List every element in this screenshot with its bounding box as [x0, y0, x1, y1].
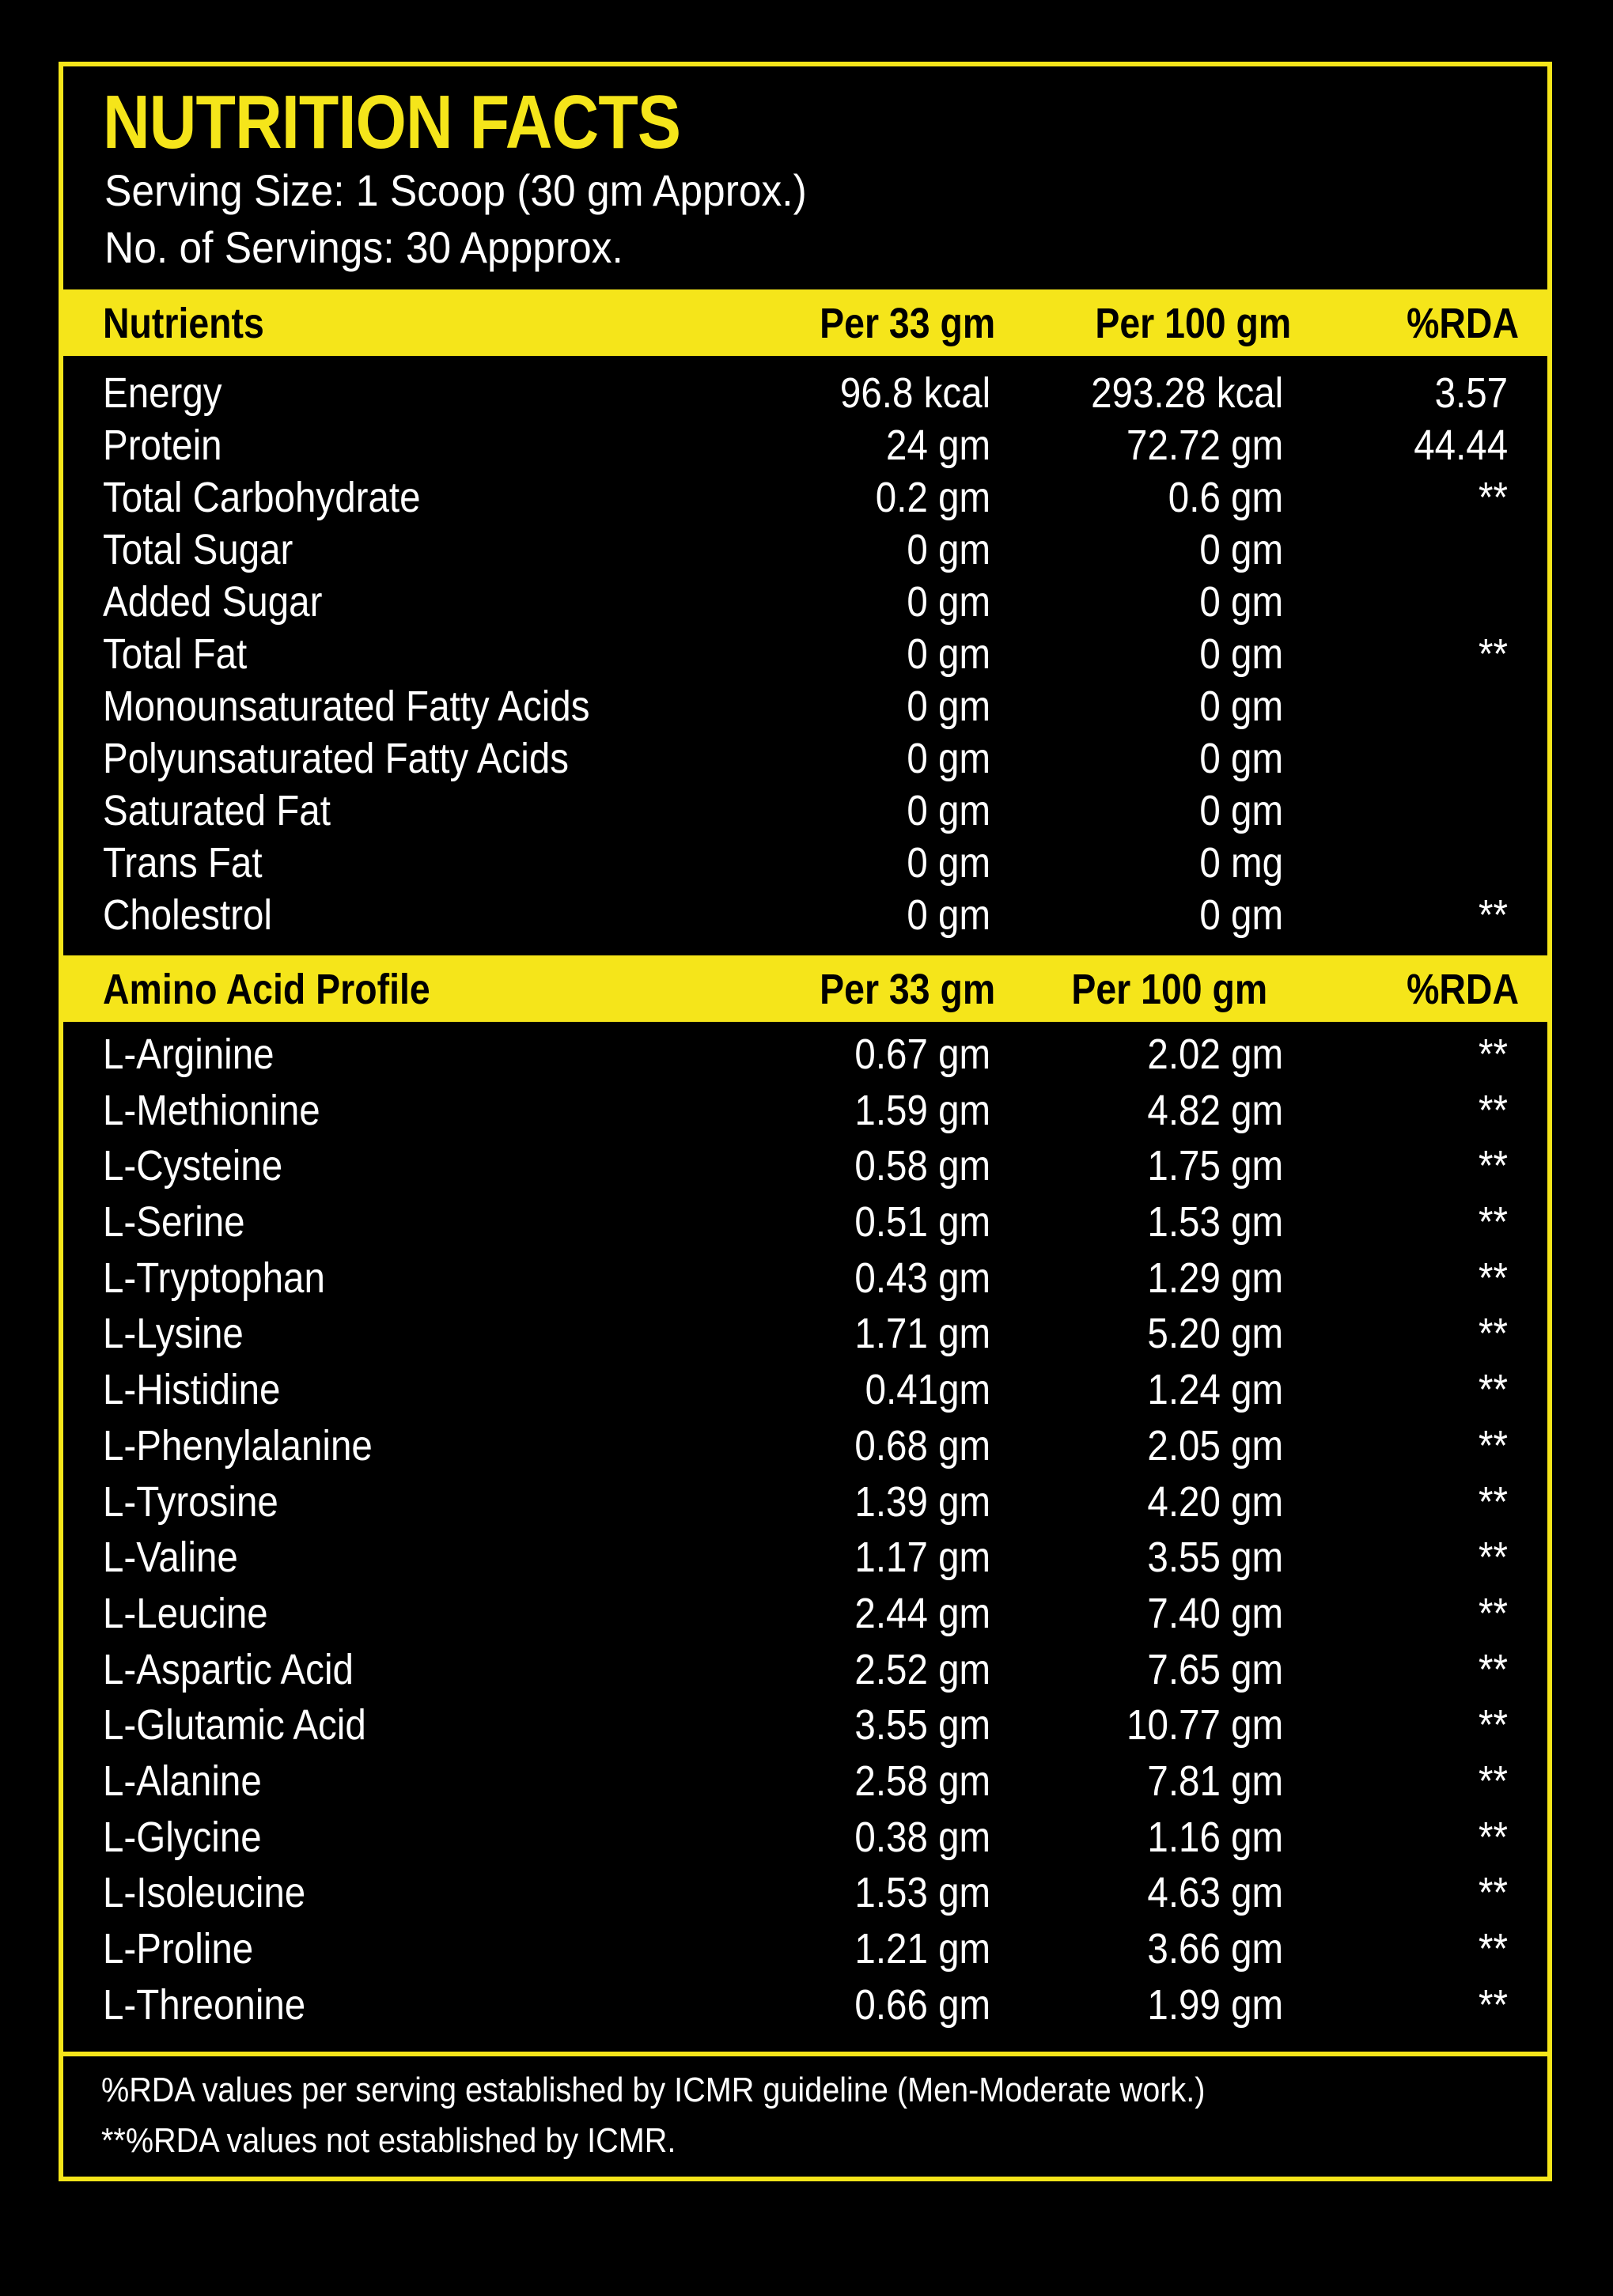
nutrient-name: L-Arginine: [103, 1031, 275, 1078]
value-per-100: 1.75 gm: [1147, 1142, 1283, 1190]
value-per-33: 2.44 gm: [854, 1589, 990, 1637]
table-row: [63, 365, 1547, 418]
value-rda: **: [1479, 474, 1508, 521]
serving-size: Serving Size: 1 Scoop (30 gm Approx.): [104, 165, 807, 215]
nutrient-name: Cholestrol: [103, 891, 272, 939]
value-per-100: 1.53 gm: [1147, 1198, 1283, 1246]
nutrient-name: L-Isoleucine: [103, 1869, 306, 1917]
nutrients-table: [63, 365, 1547, 940]
value-per-33: 0 gm: [907, 891, 990, 939]
nutrient-name: Trans Fat: [103, 839, 263, 887]
nutrient-name: L-Lysine: [103, 1310, 244, 1358]
value-rda: **: [1479, 1477, 1508, 1526]
table-row: [63, 731, 1547, 783]
value-rda: **: [1479, 1925, 1508, 1973]
table-row: [63, 1194, 1547, 1250]
per-100-column-header: Per 100 gm: [1095, 300, 1291, 347]
value-per-100: 7.40 gm: [1147, 1589, 1283, 1637]
table-row: [63, 679, 1547, 731]
table-row: [63, 835, 1547, 887]
table-row: [63, 783, 1547, 835]
table-row: [63, 418, 1547, 470]
nutrient-name: Added Sugar: [103, 578, 323, 626]
footnote-not-established: **%RDA values not established by ICMR.: [101, 2121, 676, 2160]
nutrient-name: Total Sugar: [103, 526, 293, 573]
rda-column-header: %RDA: [1407, 966, 1519, 1013]
value-rda: **: [1479, 630, 1508, 678]
value-rda: **: [1479, 1701, 1508, 1749]
nutrient-name: L-Tyrosine: [103, 1477, 278, 1526]
nutrient-name: Total Carbohydrate: [103, 474, 421, 521]
value-per-33: 0.38 gm: [854, 1813, 990, 1861]
table-row: [63, 1362, 1547, 1418]
value-per-100: 0 mg: [1199, 839, 1283, 887]
value-rda: **: [1479, 891, 1508, 939]
value-per-100: 4.63 gm: [1147, 1869, 1283, 1917]
value-per-100: 0 gm: [1199, 526, 1283, 573]
value-per-100: 0 gm: [1199, 578, 1283, 626]
value-per-33: 0.2 gm: [875, 474, 990, 521]
value-per-33: 0 gm: [907, 630, 990, 678]
table-row: [63, 1642, 1547, 1698]
nutrition-facts-panel: [59, 62, 1552, 2181]
value-per-33: 0.41gm: [865, 1366, 990, 1414]
per-33-column-header: Per 33 gm: [819, 300, 995, 347]
value-rda: **: [1479, 1757, 1508, 1805]
nutrient-name: Monounsaturated Fatty Acids: [103, 683, 590, 730]
value-rda: **: [1479, 1813, 1508, 1861]
nutrient-name: Total Fat: [103, 630, 248, 678]
value-per-33: 2.58 gm: [854, 1757, 990, 1805]
value-per-33: 3.55 gm: [854, 1701, 990, 1749]
table-row: [63, 1977, 1547, 2033]
nutrient-name: L-Cysteine: [103, 1142, 283, 1190]
nutrient-name: L-Valine: [103, 1534, 238, 1582]
amino-header-band: [63, 955, 1547, 1022]
table-row: [63, 1697, 1547, 1753]
value-per-100: 3.66 gm: [1147, 1925, 1283, 1973]
footnote-rda: %RDA values per serving established by ICMR guideline (Men-Moderate work.): [101, 2071, 1206, 2109]
value-per-33: 0 gm: [907, 735, 990, 782]
table-row: [63, 1250, 1547, 1307]
value-rda: **: [1479, 1980, 1508, 2029]
value-rda: **: [1479, 1142, 1508, 1190]
table-row: [63, 626, 1547, 679]
value-rda: 44.44: [1414, 422, 1508, 469]
value-per-100: 72.72 gm: [1126, 422, 1283, 469]
nutrient-name: Saturated Fat: [103, 787, 331, 834]
nutrient-name: L-Proline: [103, 1925, 254, 1973]
table-row: [63, 1530, 1547, 1586]
nutrient-name: L-Phenylalanine: [103, 1421, 373, 1470]
nutrient-name: L-Serine: [103, 1198, 245, 1246]
value-rda: **: [1479, 1645, 1508, 1693]
value-per-33: 0.43 gm: [854, 1254, 990, 1302]
nutrient-name: L-Glutamic Acid: [103, 1701, 366, 1749]
value-per-33: 1.21 gm: [854, 1925, 990, 1973]
nutrient-name: Protein: [103, 422, 222, 469]
value-per-33: 96.8 kcal: [839, 369, 990, 417]
table-row: [63, 522, 1547, 574]
value-per-100: 10.77 gm: [1126, 1701, 1283, 1749]
value-per-33: 0.51 gm: [854, 1198, 990, 1246]
value-per-33: 0.67 gm: [854, 1031, 990, 1078]
nutrient-name: Polyunsaturated Fatty Acids: [103, 735, 570, 782]
per-100-column-header: Per 100 gm: [1071, 966, 1267, 1013]
value-per-100: 2.02 gm: [1147, 1031, 1283, 1078]
table-row: [63, 1083, 1547, 1139]
value-per-100: 4.82 gm: [1147, 1086, 1283, 1134]
value-rda: **: [1479, 1031, 1508, 1078]
nutrient-name: L-Aspartic Acid: [103, 1645, 354, 1693]
value-per-100: 1.29 gm: [1147, 1254, 1283, 1302]
value-rda: **: [1479, 1254, 1508, 1302]
value-per-33: 0 gm: [907, 839, 990, 887]
value-rda: **: [1479, 1421, 1508, 1470]
nutrient-name: L-Leucine: [103, 1589, 268, 1637]
value-per-100: 0 gm: [1199, 630, 1283, 678]
value-rda: 3.57: [1434, 369, 1508, 417]
table-row: [63, 574, 1547, 626]
rda-column-header: %RDA: [1407, 300, 1519, 347]
value-per-100: 7.81 gm: [1147, 1757, 1283, 1805]
value-per-100: 1.24 gm: [1147, 1366, 1283, 1414]
value-per-33: 0.66 gm: [854, 1980, 990, 2029]
value-per-33: 0 gm: [907, 683, 990, 730]
table-row: [63, 1865, 1547, 1921]
value-per-100: 3.55 gm: [1147, 1534, 1283, 1582]
nutrient-name: L-Tryptophan: [103, 1254, 325, 1302]
value-per-100: 293.28 kcal: [1090, 369, 1283, 417]
value-per-33: 0 gm: [907, 526, 990, 573]
value-per-100: 5.20 gm: [1147, 1310, 1283, 1358]
nutrient-name: Energy: [103, 369, 222, 417]
nutrient-name: L-Threonine: [103, 1980, 306, 2029]
value-per-33: 24 gm: [885, 422, 990, 469]
table-row: [63, 887, 1547, 940]
value-per-33: 0 gm: [907, 578, 990, 626]
per-33-column-header: Per 33 gm: [819, 966, 995, 1013]
footer-divider: [63, 2052, 1547, 2056]
value-per-100: 7.65 gm: [1147, 1645, 1283, 1693]
value-per-33: 1.71 gm: [854, 1310, 990, 1358]
value-per-100: 1.99 gm: [1147, 1980, 1283, 2029]
nutrient-name: L-Glycine: [103, 1813, 262, 1861]
value-per-33: 1.59 gm: [854, 1086, 990, 1134]
value-per-100: 0 gm: [1199, 891, 1283, 939]
table-row: [63, 1753, 1547, 1810]
table-row: [63, 470, 1547, 522]
table-row: [63, 1138, 1547, 1194]
nutrient-name: L-Methionine: [103, 1086, 320, 1134]
table-row: [63, 1306, 1547, 1362]
value-per-33: 1.53 gm: [854, 1869, 990, 1917]
value-per-100: 4.20 gm: [1147, 1477, 1283, 1526]
value-rda: **: [1479, 1589, 1508, 1637]
nutrients-header-band: [63, 289, 1547, 356]
value-rda: **: [1479, 1198, 1508, 1246]
table-row: [63, 1418, 1547, 1474]
value-per-33: 1.39 gm: [854, 1477, 990, 1526]
table-row: [63, 1921, 1547, 1977]
nutrients-column-label: Nutrients: [103, 300, 264, 347]
value-per-33: 2.52 gm: [854, 1645, 990, 1693]
value-per-100: 0 gm: [1199, 787, 1283, 834]
table-row: [63, 1586, 1547, 1642]
value-rda: **: [1479, 1869, 1508, 1917]
table-row: [63, 1027, 1547, 1083]
value-rda: **: [1479, 1310, 1508, 1358]
servings-count: No. of Servings: 30 Appprox.: [104, 222, 623, 272]
amino-column-label: Amino Acid Profile: [103, 966, 430, 1013]
value-rda: **: [1479, 1086, 1508, 1134]
amino-acid-table: [63, 1027, 1547, 2033]
nutrient-name: L-Histidine: [103, 1366, 281, 1414]
value-per-33: 1.17 gm: [854, 1534, 990, 1582]
value-per-100: 0.6 gm: [1168, 474, 1283, 521]
table-row: [63, 1810, 1547, 1866]
value-per-33: 0.58 gm: [854, 1142, 990, 1190]
table-row: [63, 1474, 1547, 1530]
label-title: NUTRITION FACTS: [103, 80, 681, 165]
value-per-100: 0 gm: [1199, 735, 1283, 782]
value-rda: **: [1479, 1534, 1508, 1582]
value-per-100: 1.16 gm: [1147, 1813, 1283, 1861]
nutrient-name: L-Alanine: [103, 1757, 262, 1805]
value-per-100: 2.05 gm: [1147, 1421, 1283, 1470]
value-per-33: 0.68 gm: [854, 1421, 990, 1470]
value-per-100: 0 gm: [1199, 683, 1283, 730]
value-rda: **: [1479, 1366, 1508, 1414]
value-per-33: 0 gm: [907, 787, 990, 834]
label-header: [63, 66, 1547, 289]
